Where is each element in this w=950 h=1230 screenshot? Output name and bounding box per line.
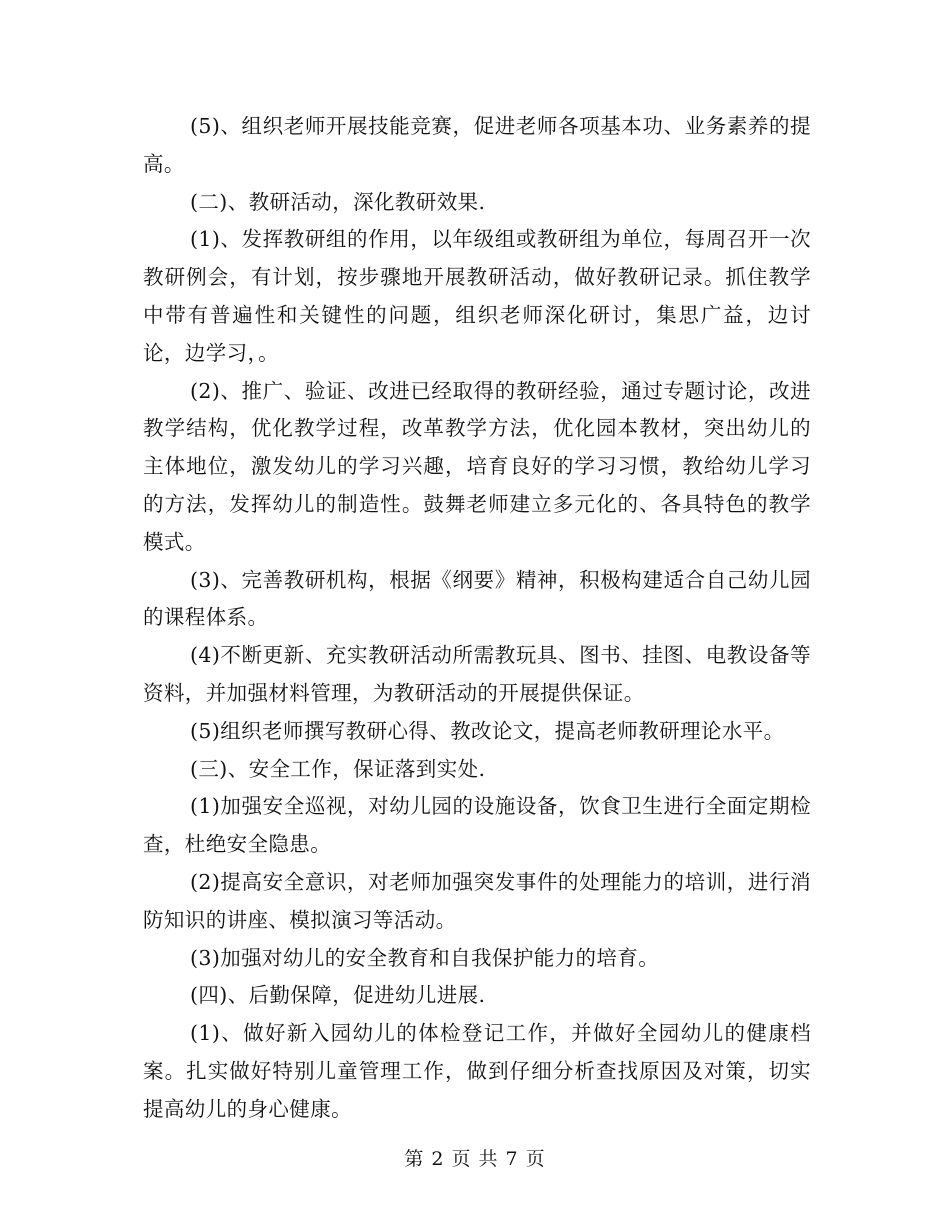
paragraph: (3)、完善教研机构，根据《纲要》精神，积极构建适合自己幼儿园的课程体系。 — [143, 567, 811, 630]
paragraph: (1)、发挥教研组的作用，以年级组或教研组为单位，每周召开一次教研例会，有计划，按步骤地开展教研活动，做好教研记录。抓住教学中带有普遍性和关键性的问题，组织老师深化研讨，集思广益，边讨论，边学习，。 — [143, 227, 811, 365]
paragraph: (4)不断更新、充实教研活动所需教玩具、图书、挂图、电教设备等资料，并加强材料管理，为教研活动的开展提供保证。 — [143, 643, 811, 705]
paragraph: (5)、组织老师开展技能竞赛，促进老师各项基本功、业务素养的提高。 — [143, 114, 811, 176]
document-body — [143, 108, 811, 1129]
paragraph: (5)组织老师撰写教研心得、教改论文，提高老师教研理论水平。 — [190, 718, 785, 743]
section-heading: (二)、教研活动，深化教研效果. — [190, 189, 486, 214]
section-heading: (四)、后勤保障，促进幼儿进展. — [190, 983, 486, 1008]
page-number: 第 2 页 共 7 页 — [404, 1148, 546, 1170]
paragraph: (1)加强安全巡视，对幼儿园的设施设备，饮食卫生进行全面定期检查，杜绝安全隐患。 — [143, 794, 811, 857]
section-heading: (三)、安全工作，保证落到实处. — [190, 756, 486, 781]
paragraph: (2)提高安全意识，对老师加强突发事件的处理能力的培训，进行消防知识的讲座、模拟演习等活动。 — [143, 869, 811, 932]
page-footer — [0, 1144, 950, 1171]
paragraph: (1)、做好新入园幼儿的体检登记工作，并做好全园幼儿的健康档案。扎实做好特别儿童管理工作，做到仔细分析查找原因及对策，切实提高幼儿的身心健康。 — [143, 1021, 811, 1121]
paragraph: (2)、推广、验证、改进已经取得的教研经验，通过专题讨论，改进教学结构，优化教学过程，改革教学方法，优化园本教材，突出幼儿的主体地位，激发幼儿的学习兴趣，培育良好的学习习惯，教给幼儿学习的方法，发挥幼儿的制造性。鼓舞老师建立多元化的、各具特色的教学模式。 — [143, 378, 811, 554]
paragraph: (3)加强对幼儿的安全教育和自我保护能力的培育。 — [190, 945, 660, 970]
